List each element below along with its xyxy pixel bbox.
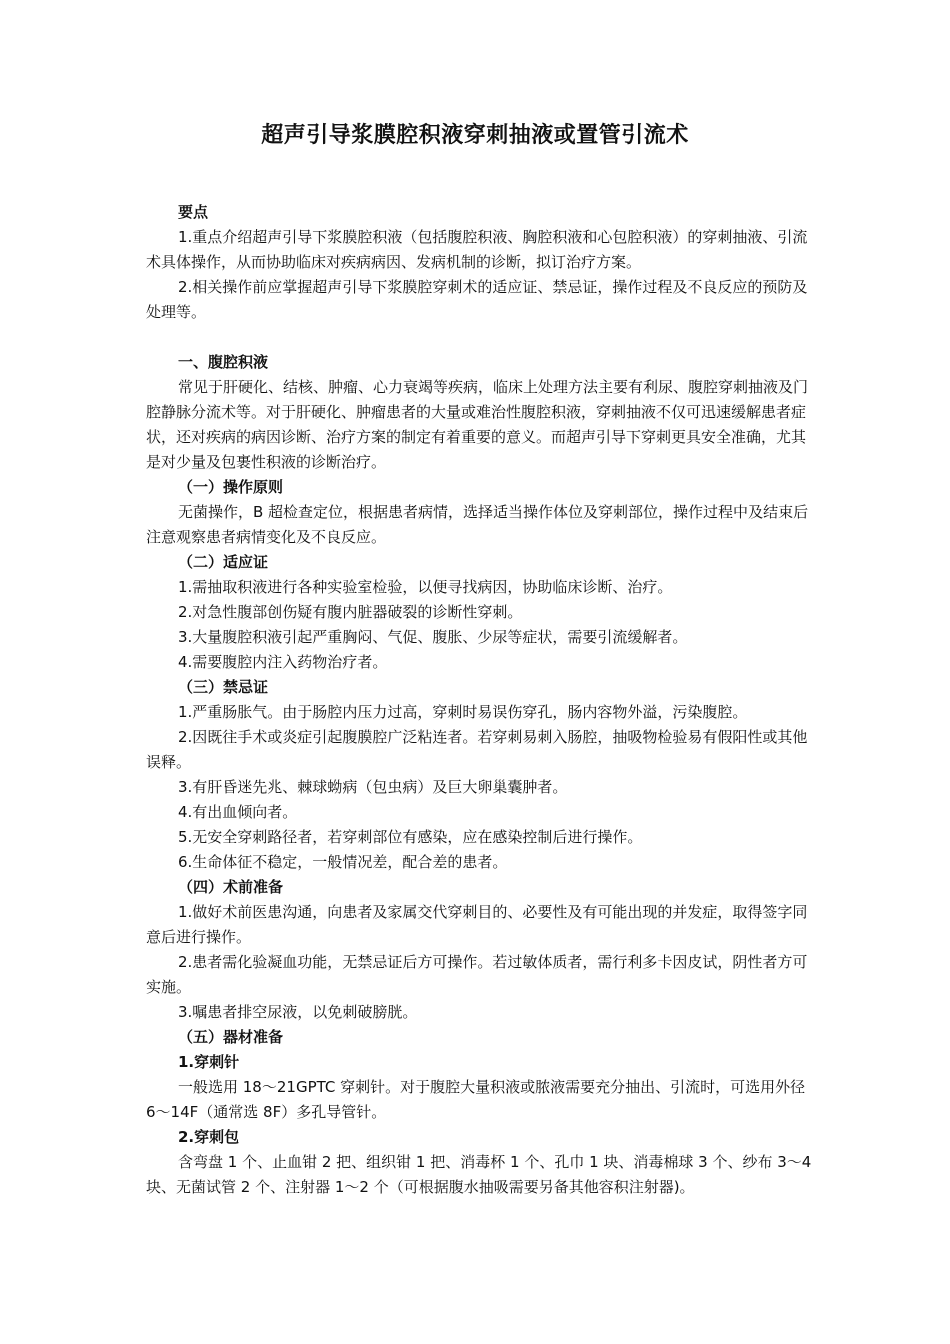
- preparation-item: 3.嘱患者排空尿液，以免刺破膀胱。: [178, 1003, 418, 1021]
- equipment-heading: （五）器材准备: [178, 1028, 284, 1046]
- indications-heading: （二）适应证: [178, 553, 269, 571]
- kit-text: 含弯盘 1 个、止血钳 2 把、组织钳 1 把、消毒杯 1 个、孔巾 1 块、消毒棉球 3 个、纱布 3～4 块、无菌试管 2 个、注射器 1～2 个（可根据腹水抽吸需要另备其他容积注射器)。: [146, 1153, 812, 1196]
- needle-text: 一般选用 18～21GPTC 穿刺针。对于腹腔大量积液或脓液需要充分抽出、引流时，可选用外径 6～14F（通常选 8F）多孔导管针。: [146, 1078, 806, 1121]
- contraindications-heading: （三）禁忌证: [178, 678, 269, 696]
- spacer: [146, 325, 818, 350]
- indication-item: 3.大量腹腔积液引起严重胸闷、气促、腹胀、少尿等症状，需要引流缓解者。: [178, 628, 688, 646]
- contraindication-item: 2.因既往手术或炎症引起腹膜腔广泛粘连者。若穿刺易刺入肠腔，抽吸物检验易有假阳性或其他误释。: [146, 728, 808, 771]
- preparation-item: 1.做好术前医患沟通，向患者及家属交代穿刺目的、必要性及有可能出现的并发症，取得签字同意后进行操作。: [146, 903, 808, 946]
- section1-intro: 常见于肝硬化、结核、肿瘤、心力衰竭等疾病，临床上处理方法主要有利尿、腹腔穿刺抽液及门腔静脉分流术等。对于肝硬化、肿瘤患者的大量或难治性腹腔积液，穿刺抽液不仅可迅速缓解患者症状，还对疾病的病因诊断、治疗方案的制定有着重要的意义。而超声引导下穿刺更具安全准确，尤其是对少量及包裹性积液的诊断治疗。: [146, 378, 809, 471]
- key-point-2: 2.相关操作前应掌握超声引导下浆膜腔穿刺术的适应证、禁忌证，操作过程及不良反应的预防及处理等。: [146, 278, 808, 321]
- principle-heading: （一）操作原则: [178, 478, 284, 496]
- section1-heading: 一、腹腔积液: [178, 353, 269, 371]
- preparation-item: 2.患者需化验凝血功能，无禁忌证后方可操作。若过敏体质者，需行利多卡因皮试，阴性者方可实施。: [146, 953, 808, 996]
- document-title: 超声引导浆膜腔积液穿刺抽液或置管引流术: [261, 123, 689, 148]
- contraindication-item: 4.有出血倾向者。: [178, 803, 298, 821]
- contraindication-item: 6.生命体征不稳定，一般情况差，配合差的患者。: [178, 853, 508, 871]
- key-point-1: 1.重点介绍超声引导下浆膜腔积液（包括腹腔积液、胸腔积液和心包腔积液）的穿刺抽液、引流术具体操作，从而协助临床对疾病病因、发病机制的诊断，拟订治疗方案。: [146, 228, 808, 271]
- preparation-heading: （四）术前准备: [178, 878, 284, 896]
- contraindication-item: 3.有肝昏迷先兆、棘球蚴病（包虫病）及巨大卵巢囊肿者。: [178, 778, 568, 796]
- indication-item: 4.需要腹腔内注入药物治疗者。: [178, 653, 388, 671]
- indication-item: 1.需抽取积液进行各种实验室检验，以便寻找病因，协助临床诊断、治疗。: [178, 578, 673, 596]
- indication-item: 2.对急性腹部创伤疑有腹内脏器破裂的诊断性穿刺。: [178, 603, 523, 621]
- contraindication-item: 1.严重肠胀气。由于肠腔内压力过高，穿刺时易误伤穿孔，肠内容物外溢，污染腹腔。: [178, 703, 748, 721]
- key-points-heading: 要点: [178, 203, 209, 221]
- needle-heading: 1.穿刺针: [178, 1053, 240, 1071]
- kit-heading: 2.穿刺包: [178, 1128, 240, 1146]
- contraindication-item: 5.无安全穿刺路径者，若穿刺部位有感染，应在感染控制后进行操作。: [178, 828, 643, 846]
- document-body: [146, 200, 818, 1200]
- principle-text: 无菌操作，B 超检查定位，根据患者病情，选择适当操作体位及穿刺部位，操作过程中及结束后注意观察患者病情变化及不良反应。: [146, 503, 809, 546]
